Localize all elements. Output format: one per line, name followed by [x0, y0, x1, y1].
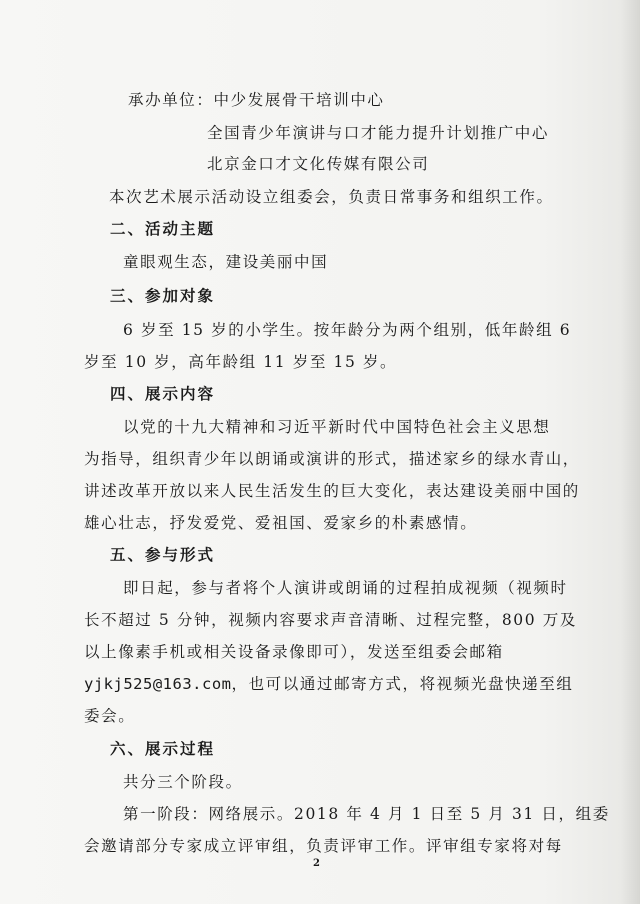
format-line-4-rest: ，也可以通过邮寄方式，将视频光盘快递至组 — [231, 675, 574, 693]
theme-body: 童眼观生态，建设美丽中国 — [123, 253, 329, 271]
section-heading-content: 四、展示内容 — [110, 384, 216, 403]
organizer-name-3: 北京金口才文化传媒有限公司 — [207, 155, 430, 173]
organizer-label: 承办单位： — [128, 91, 214, 109]
section-heading-theme: 二、活动主题 — [110, 219, 216, 238]
content-line-2: 为指导，组织青少年以朗诵或演讲的形式，描述家乡的绿水青山， — [84, 450, 580, 468]
process-intro: 共分三个阶段。 — [123, 773, 243, 791]
section-heading-participants: 三、参加对象 — [110, 286, 216, 305]
format-line-5: 委会。 — [84, 707, 136, 725]
committee-sentence: 本次艺术展示活动设立组委会，负责日常事务和组织工作。 — [109, 188, 554, 206]
organizer-name-2: 全国青少年演讲与口才能力提升计划推广中心 — [207, 124, 550, 142]
participants-line-2: 岁至 10 岁，高年龄组 11 岁至 15 岁。 — [84, 353, 398, 371]
committee-email: yjkj525@163.com — [84, 675, 232, 693]
process-line-2: 会邀请部分专家成立评审组，负责评审工作。评审组专家将对每 — [84, 837, 563, 855]
process-line-1: 第一阶段：网络展示。2018 年 4 月 1 日至 5 月 31 日，组委 — [123, 805, 610, 823]
organizer-name-1: 中少发展骨干培训中心 — [213, 91, 385, 109]
format-line-1: 即日起，参与者将个人演讲或朗诵的过程拍成视频（视频时 — [123, 579, 568, 597]
content-line-1: 以党的十九大精神和习近平新时代中国特色社会主义思想 — [123, 418, 551, 436]
page-number: 2 — [313, 858, 320, 869]
organizer-line — [128, 88, 385, 110]
format-line-3: 以上像素手机或相关设备录像即可），发送至组委会邮箱 — [84, 643, 504, 661]
format-line-2: 长不超过 5 分钟，视频内容要求声音清晰、过程完整，800 万及 — [84, 611, 577, 629]
format-line-4 — [84, 672, 574, 694]
content-line-4: 雄心壮志，抒发爱党、爱祖国、爱家乡的朴素感情。 — [84, 514, 478, 532]
content-line-3: 讲述改革开放以来人民生活发生的巨大变化，表达建设美丽中国的 — [84, 482, 580, 500]
section-heading-process: 六、展示过程 — [110, 739, 216, 758]
section-heading-format: 五、参与形式 — [110, 545, 216, 564]
participants-line-1: 6 岁至 15 岁的小学生。按年龄分为两个组别，低年龄组 6 — [123, 321, 572, 339]
